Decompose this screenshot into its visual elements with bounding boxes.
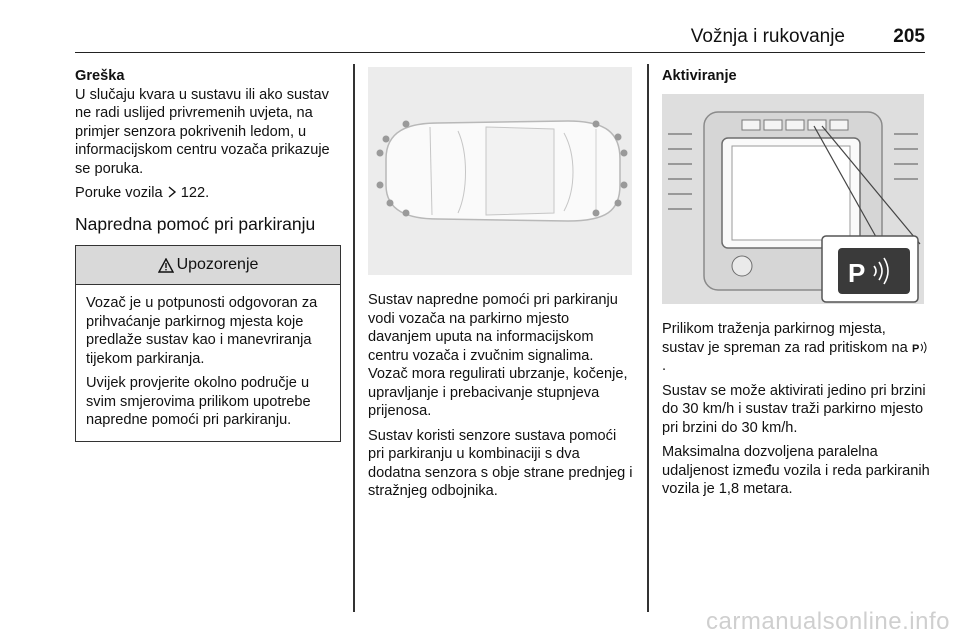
activation-text [662, 320, 930, 505]
page-ref-arrow-icon [167, 186, 177, 198]
warning-paragraph: Uvijek provjerite okolno područje u svim smjerovima prilikom upotrebe napredne pomoći pri parkiranju. [86, 375, 311, 428]
activation-text-end: . [662, 358, 667, 374]
parking-assist-icon [912, 341, 928, 354]
warning-header [76, 246, 340, 285]
car-sensors-illustration [368, 67, 632, 275]
car-top-view-icon [368, 67, 632, 275]
warning-title: Upozorenje [176, 255, 259, 273]
page-header [75, 22, 925, 53]
fault-heading: Greška [75, 68, 125, 84]
system-description: Sustav napredne pomoći pri parkiranju vodi vozača na parkirno mjesto davanjem uputa na informacijskom centru vozača i zvučnim signalima. Vozač mora regulirati ubrzanje, kočenje, upravljanje i prebacivanje stupnjeva prijenosa. [368, 292, 628, 419]
chapter-title: Vožnja i rukovanje [690, 26, 845, 47]
distance-paragraph: Maksimalna dozvoljena paralelna udaljenost između vozila i reda parkiranih vozila je 1,8 metara. [662, 444, 930, 497]
warning-paragraph: Vozač je u potpunosti odgovoran za prihvaćanje parkirnog mjesta koje predlaže sustav kao i manevriranja tijekom parkiranja. [86, 295, 318, 367]
sensor-description: Sustav koristi senzore sustava pomoći pri parkiranju u kombinaciji s dva dodatna senzora s obje strane prednjeg i stražnjeg odbojnika. [368, 427, 633, 499]
fault-paragraph: U slučaju kvara u sustavu ili ako sustav ne radi uslijed privremenih uvjeta, na primjer senzora pokrivenih ledom, u informacijskom centru vozača prikazuje se poruka. [75, 86, 330, 177]
warning-triangle-icon [158, 258, 174, 273]
speed-paragraph: Sustav se može aktivirati jedino pri brzini do 30 km/h i sustav traži parkirno mjesto pri brzini do 30 km/h. [662, 382, 926, 436]
column-divider [647, 64, 649, 612]
column-right [662, 67, 930, 92]
warning-body [76, 285, 340, 441]
console-button-icon [662, 94, 924, 304]
svg-text:P: P [848, 258, 866, 288]
watermark: carmanualsonline.info [706, 608, 950, 635]
column-middle [368, 291, 636, 507]
ref-text: Poruke vozila [75, 185, 167, 201]
vehicle-messages-ref [75, 184, 341, 203]
svg-text:P: P [911, 342, 920, 354]
activation-paragraph [662, 320, 930, 376]
column-divider [353, 64, 355, 612]
ref-page: 122. [180, 185, 210, 201]
section-title: Napredna pomoć pri parkiranju [75, 213, 316, 234]
activation-heading: Aktiviranje [662, 68, 737, 84]
activation-text-part: Prilikom traženja parkirnog mjesta, sustav je spreman za rad pritiskom na [662, 321, 912, 356]
dashboard-illustration [662, 94, 924, 304]
warning-box [75, 245, 341, 442]
page-number: 205 [893, 26, 925, 47]
column-left [75, 67, 341, 442]
